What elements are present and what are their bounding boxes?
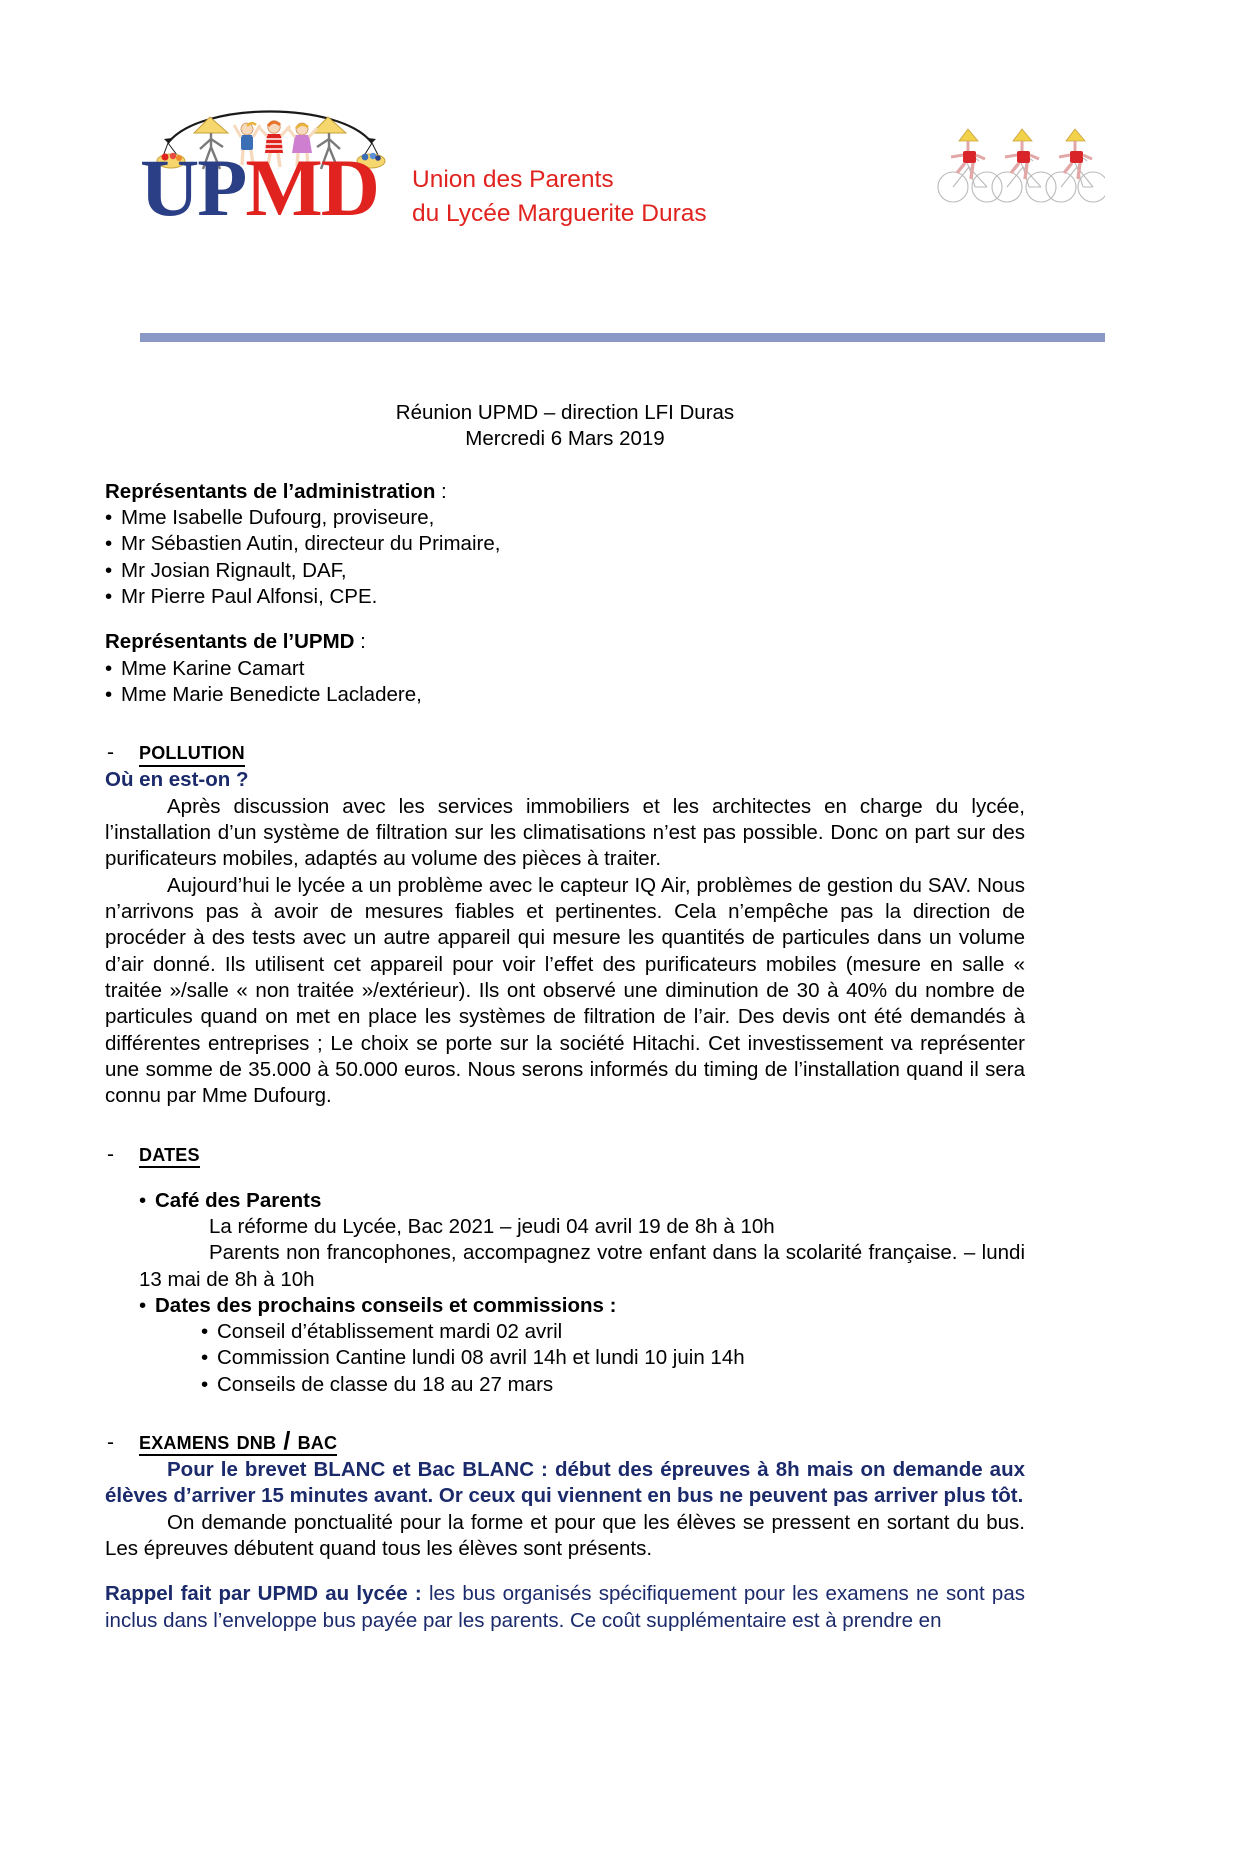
upmd-person-2: Mme Marie Benedicte Lacladere, [121, 682, 422, 706]
upmd-representatives-block [105, 629, 1025, 708]
rappel-rest-text: les bus organisés spécifiquement pour les examens ne sont pas inclus dans l’enveloppe bus payée par les parents. Ce coût supplémentaire est à prendre en [105, 1582, 1025, 1632]
list-item [105, 656, 1025, 682]
section-title-dates: dates [139, 1138, 200, 1167]
list-item [139, 1188, 1025, 1214]
upmd-heading [105, 629, 1025, 655]
examens-paragraph-black: On demande ponctualité pour la forme et pour que les élèves se pressent en sortant du bus. Les épreuves débutent quand tous les élèves sont présents. [105, 1510, 1025, 1561]
list-item [105, 531, 1025, 557]
section-dash: - [107, 1431, 114, 1455]
spacer [105, 1169, 1025, 1188]
list-item [139, 1293, 1025, 1319]
conseil-item-3: Conseils de classe du 18 au 27 mars [217, 1372, 554, 1396]
section-dash: - [107, 1142, 114, 1166]
spacer [105, 1562, 1025, 1581]
dates-cafe-block [139, 1188, 1025, 1293]
document-page [0, 95, 1240, 1850]
section-heading-dates [105, 1140, 1025, 1169]
section-heading-pollution [105, 738, 1025, 767]
logo-text-up: UP [140, 142, 246, 233]
section-title-pollution: pollution [139, 737, 245, 766]
bullet-icon: • [201, 1320, 209, 1344]
cafe-line-1: La réforme du Lycée, Bac 2021 – jeudi 04 avril 19 de 8h à 10h [209, 1214, 775, 1238]
cafe-line-2: Parents non francophones, accompagnez votre enfant dans la scolarité française. – lundi 13 mai de 8h à 10h [139, 1241, 1025, 1291]
cafe-des-parents-title: Café des Parents [155, 1188, 322, 1212]
cyclists-illustration-icon [935, 113, 1105, 205]
bullet-icon: • [105, 505, 113, 529]
meeting-title-line-1: Réunion UPMD – direction LFI Duras [395, 401, 735, 424]
rappel-lead-text: Rappel fait par UPMD au lycée : [105, 1582, 422, 1606]
section-title-examens: examens dnb / bac [139, 1427, 338, 1456]
list-item [201, 1319, 1025, 1345]
bullet-icon: • [105, 558, 113, 582]
dates-conseils-block [139, 1293, 1025, 1398]
bullet-icon: • [139, 1188, 147, 1212]
list-item [105, 584, 1025, 610]
list-item [105, 682, 1025, 708]
conseils-sublist [201, 1319, 1025, 1398]
admin-heading [105, 479, 1025, 505]
examens-paragraph-blue: Pour le brevet BLANC et Bac BLANC : début des épreuves à 8h mais on demande aux élèves d’arriver 15 minutes avant. Or ceux qui viennent en bus ne peuvent pas arriver plus tôt. [105, 1458, 1025, 1508]
spacer [105, 1398, 1025, 1428]
upmd-person-1: Mme Karine Camart [121, 656, 305, 680]
pollution-paragraph-2: Aujourd’hui le lycée a un problème avec le capteur IQ Air, problèmes de gestion du SAV. Nous n’arrivons pas à avoir de mesures fiables et pertinentes. Cela n’empêche pas la direction de procéder à des tests avec un autre appareil qui mesure les quantités de particules dans un volume d’air donné. Ils utilisent cet appareil pour voir l’effet des purificateurs mobiles (mesure en salle « traitée »/salle « non traitée »/extérieur). Ils ont observé une diminution de 30 à 40% du nombre de particules quand on met en place les systèmes de filtration de l’air. Des devis ont été demandés à différentes entreprises ; Le choix se porte sur la société Hitachi. Cet investissement va représenter une somme de 35.000 à 50.000 euros. Nous serons informés du timing de l’installation quand il sera connu par Mme Dufourg. [105, 873, 1025, 1108]
conseils-commissions-title: Dates des prochains conseils et commissions : [155, 1293, 617, 1317]
conseil-item-1: Conseil d’établissement mardi 02 avril [217, 1320, 563, 1344]
organisation-tagline [412, 163, 707, 231]
admin-heading-text: Représentants de l’administration [105, 479, 436, 503]
tagline-line-2: du Lycée Marguerite Duras [412, 199, 707, 227]
upmd-logo [140, 95, 390, 245]
bullet-icon: • [105, 682, 113, 706]
upmd-heading-colon: : [354, 630, 366, 654]
list-item [201, 1345, 1025, 1371]
header-divider-rule [140, 333, 1105, 342]
document-body [105, 400, 1025, 1634]
upmd-wordmark [140, 142, 378, 233]
list-item [105, 558, 1025, 584]
spacer [105, 610, 1025, 629]
section-dash: - [107, 741, 114, 765]
list-item [201, 1372, 1025, 1398]
admin-representatives-block [105, 479, 1025, 611]
upmd-heading-text: Représentants de l’UPMD [105, 630, 355, 654]
pollution-subtitle: Où en est-on ? [105, 768, 249, 792]
logo-text-md: MD [245, 142, 378, 233]
bullet-icon: • [139, 1293, 147, 1317]
admin-person-2: Mr Sébastien Autin, directeur du Primaire, [121, 532, 501, 556]
spacer [105, 708, 1025, 738]
meeting-title [105, 400, 1025, 453]
admin-heading-colon: : [435, 479, 447, 503]
bullet-icon: • [105, 656, 113, 680]
spacer [105, 1110, 1025, 1140]
conseil-item-2: Commission Cantine lundi 08 avril 14h et lundi 10 juin 14h [217, 1346, 745, 1370]
bullet-icon: • [201, 1346, 209, 1370]
bullet-icon: • [105, 532, 113, 556]
list-item [105, 505, 1025, 531]
admin-person-4: Mr Pierre Paul Alfonsi, CPE. [121, 584, 378, 608]
document-header [0, 95, 1240, 255]
admin-person-3: Mr Josian Rignault, DAF, [121, 558, 347, 582]
pollution-paragraph-1: Après discussion avec les services immobiliers et les architectes en charge du lycée, l’installation d’un système de filtration sur les climatisations n’est pas possible. Donc on part sur des purificateurs mobiles, adaptés au volume des pièces à traiter. [105, 794, 1025, 871]
tagline-line-1: Union des Parents [412, 166, 614, 193]
examens-rappel-paragraph [105, 1581, 1025, 1634]
section-heading-examens [105, 1428, 1025, 1457]
admin-person-1: Mme Isabelle Dufourg, proviseure, [121, 505, 435, 529]
meeting-title-line-2: Mercredi 6 Mars 2019 [465, 427, 665, 451]
bullet-icon: • [201, 1372, 209, 1396]
bullet-icon: • [105, 584, 113, 608]
